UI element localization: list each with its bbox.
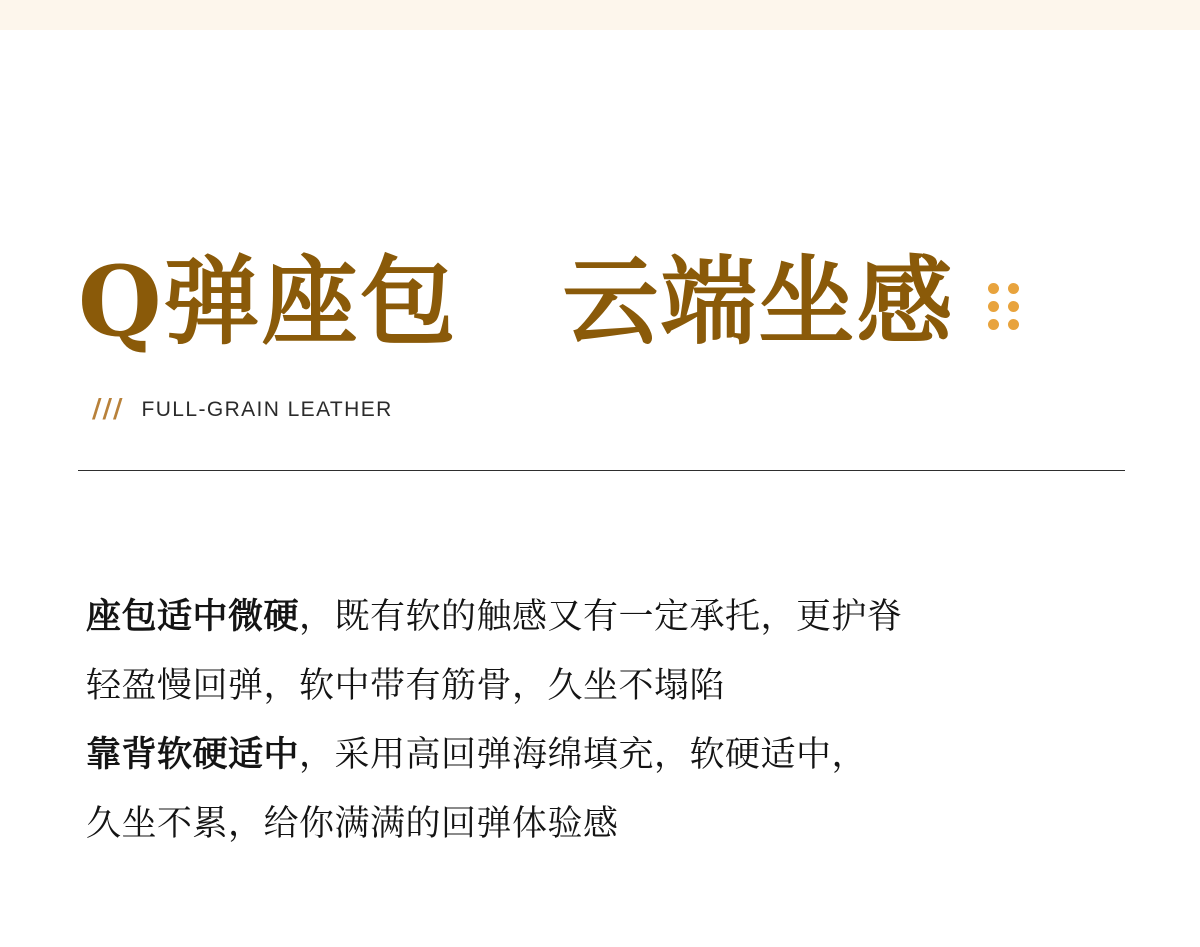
body-line-lead: 座包适中微硬 — [86, 597, 300, 637]
headline-part-1: Q弹座包 — [78, 245, 458, 358]
dot-grid-icon — [988, 283, 1019, 330]
body-line-rest: 轻盈慢回弹，软中带有筋骨，久坐不塌陷 — [86, 666, 726, 707]
subtitle-english: FULL-GRAIN LEATHER — [141, 397, 393, 421]
horizontal-divider — [78, 470, 1125, 471]
dot — [1008, 301, 1019, 312]
body-line — [86, 730, 1146, 781]
dot — [988, 301, 999, 312]
body-line-rest: 久坐不累，给你满满的回弹体验感 — [86, 804, 619, 845]
subtitle-row — [92, 396, 393, 422]
body-line — [86, 592, 1146, 643]
body-line-rest: ，采用高回弹海绵填充，软硬适中， — [299, 735, 868, 776]
body-line — [86, 799, 1146, 850]
dot — [988, 283, 999, 294]
slash-accent-icon: /// — [92, 394, 124, 424]
body-copy — [86, 592, 1146, 850]
top-accent-band — [0, 0, 1200, 30]
body-line-lead: 靠背软硬适中 — [86, 735, 300, 776]
dot — [1008, 319, 1019, 330]
headline-part-2: 云端坐感 — [562, 245, 955, 358]
headline-row — [78, 245, 1128, 358]
dot — [988, 319, 999, 330]
body-line — [86, 661, 1146, 712]
headline — [78, 245, 955, 358]
dot — [1008, 283, 1019, 294]
body-line-rest: ，既有软的触感又有一定承托，更护脊 — [299, 597, 903, 637]
